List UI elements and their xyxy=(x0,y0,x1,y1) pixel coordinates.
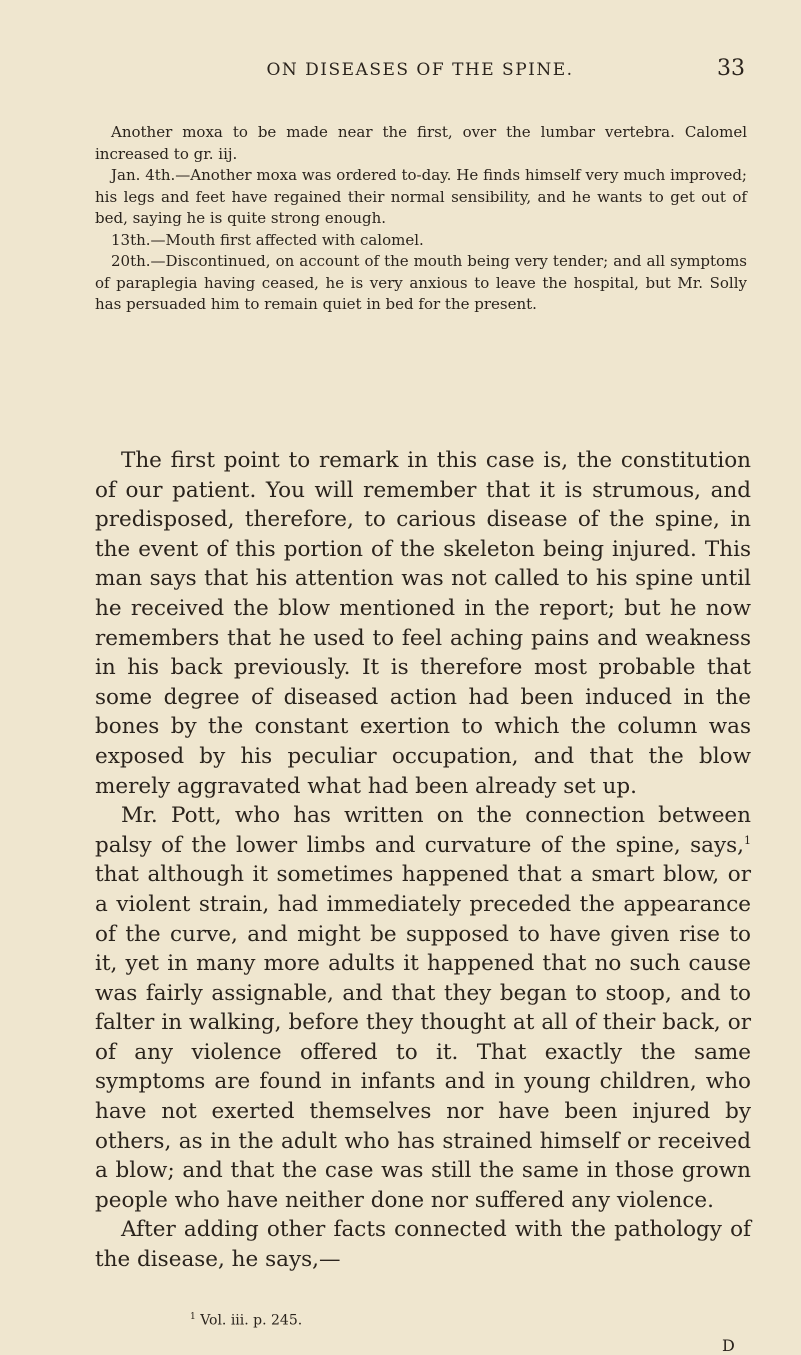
case-note: 20th.—Discontinued, on account of the mouth being very tender; and all symptoms of paraplegia having ceased, he is very anxious to leave the hospital, but Mr. Solly has persuaded him to remain quiet in bed for the present. xyxy=(95,252,747,313)
case-notes xyxy=(95,122,747,316)
case-note: 13th.—Mouth first affected with calomel. xyxy=(111,230,424,249)
running-title: ON DISEASES OF THE SPINE. xyxy=(266,60,574,80)
running-head xyxy=(95,56,745,84)
body-paragraph: The first point to remark in this case is, the constitution of our patient. You will remember that it is strumous, and predisposed, therefore, to carious disease of the spine, in the event of this portion of the skeleton being injured. This man says that his attention was not called to his spine until he received the blow mentioned in the report; but he now remembers that he used to feel aching pains and weakness in his back previously. It is therefore most probable that some degree of diseased action had been induced in the bones by the constant exertion to which the column was exposed by his peculiar occupation, and that the blow merely aggravated what had been already set up. xyxy=(95,448,751,799)
body-paragraph: After adding other facts connected with the pathology of the disease, he says,— xyxy=(95,1217,751,1273)
signature-mark: D xyxy=(722,1336,735,1355)
main-text xyxy=(95,446,751,1275)
page-number: 33 xyxy=(717,56,745,81)
footnote-text: Vol. iii. p. 245. xyxy=(200,1312,303,1329)
paragraph-text: that although it sometimes happened that a smart blow, or a violent strain, had immediately preceded the appearance of the curve, and might be supposed to have given rise to it, yet in many more adults it happened that no such cause was fairly assignable, and that they began to stoop, and to falter in walking, before they thought at all of their back, or of any violence offered to it. That exactly the same symptoms are found in infants and in young children, who have not exerted themselves nor have been injured by others, as in the adult who has strained himself or received a blow; and that the case was still the same in those grown people who have neither done nor suffered any violence. xyxy=(95,862,751,1213)
footnote xyxy=(190,1312,302,1329)
footnote-mark: 1 xyxy=(190,1312,196,1322)
body-paragraph xyxy=(95,801,751,1215)
case-note: Another moxa to be made near the first, over the lumbar vertebra. Calomel increased to gr. iij. xyxy=(95,123,747,163)
footnote-reference: 1 xyxy=(744,833,751,847)
case-note: Jan. 4th.—Another moxa was ordered to-day. He finds himself very much improved; his legs and feet have regained their normal sensibility, and he wants to get out of bed, saying he is quite strong enough. xyxy=(95,166,747,227)
paragraph-text: Mr. Pott, who has written on the connection between palsy of the lower limbs and curvature of the spine, says, xyxy=(95,803,751,858)
